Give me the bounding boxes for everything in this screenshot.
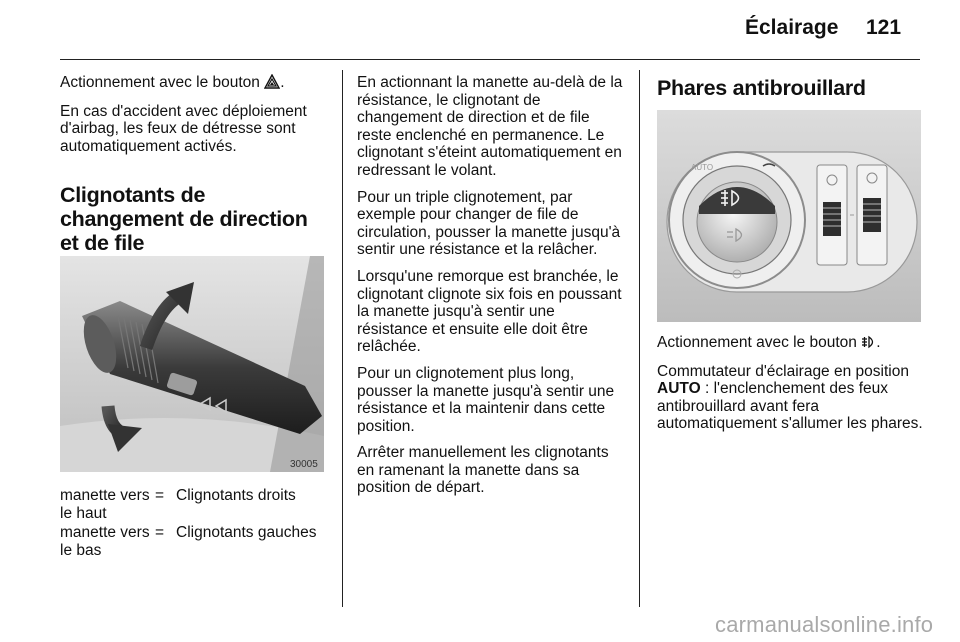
definition-list xyxy=(60,487,330,561)
section-heading-phares: Phares antibrouillard xyxy=(657,76,866,100)
hazard-triangle-icon xyxy=(264,74,280,94)
figure-number-label: 30005 xyxy=(290,459,318,470)
body-paragraph: Arrêter manuellement les clignotants en ramenant la manette dans sa position de départ. xyxy=(357,444,609,497)
section-heading-clignotants: Clignotants de changement de direction et de file xyxy=(60,183,308,256)
column-2 xyxy=(357,74,627,506)
auto-keyword: AUTO xyxy=(657,380,701,398)
definition-description: Clignotants gauches xyxy=(176,524,317,542)
column-1 xyxy=(60,74,330,255)
definition-term: manette vers le bas xyxy=(60,524,150,559)
hazard-text: Actionnement avec le bouton xyxy=(60,74,260,91)
definition-term: manette vers le haut xyxy=(60,487,150,522)
body-paragraph: Pour un triple clignotement, par exemple pour changer de file de circulation, pousser la manette jusqu'à sentir une résistance et la relâcher. xyxy=(357,188,621,259)
body-paragraph: En actionnant la manette au-delà de la résistance, le clignotant de changement de direction et de file reste enclenché en permanence. Le clignotant s'éteint automatiquement en redressant le volant. xyxy=(357,74,623,179)
watermark[interactable]: carmanualsonline.info xyxy=(715,612,934,637)
fog-text: Actionnement avec le bouton xyxy=(657,334,857,351)
airbag-paragraph: En cas d'accident avec déploiement d'airbag, les feux de détresse sont automatiquement activés. xyxy=(60,102,307,155)
definition-description: Clignotants droits xyxy=(176,487,296,504)
figure-auto-label: AUTO xyxy=(691,163,714,172)
body-paragraph: Lorsqu'une remorque est branchée, le clignotant clignote six fois en poussant la manette jusqu'à sentir une résistance et ensuite elle doit être relâchée. xyxy=(357,267,622,356)
auto-paragraph: Commutateur d'éclairage en position AUTO : l'enclenchement des feux antibrouillard avant fera automatiquement s'allumer les phares. xyxy=(657,362,923,433)
hazard-button-paragraph: Actionnement avec le bouton . xyxy=(60,74,330,94)
column-3 xyxy=(657,74,923,100)
body-paragraph: Pour un clignotement plus long, pousser la manette jusqu'à sentir une résistance et la maintenir dans cette position. xyxy=(357,364,615,435)
page-title: Éclairage xyxy=(745,16,839,39)
turn-signal-lever-figure xyxy=(60,256,324,472)
definition-row xyxy=(60,524,330,559)
definition-row xyxy=(60,487,330,522)
front-fog-light-icon xyxy=(861,335,876,354)
light-switch-figure xyxy=(657,110,921,322)
definition-equals: = xyxy=(155,524,165,542)
column-divider-1 xyxy=(342,70,343,607)
column-divider-2 xyxy=(639,70,640,607)
fog-button-paragraph: Actionnement avec le bouton . xyxy=(657,334,923,354)
page-number: 121 xyxy=(866,16,902,39)
header-divider xyxy=(60,59,920,60)
definition-equals: = xyxy=(155,487,165,504)
column-3-text xyxy=(657,334,923,442)
